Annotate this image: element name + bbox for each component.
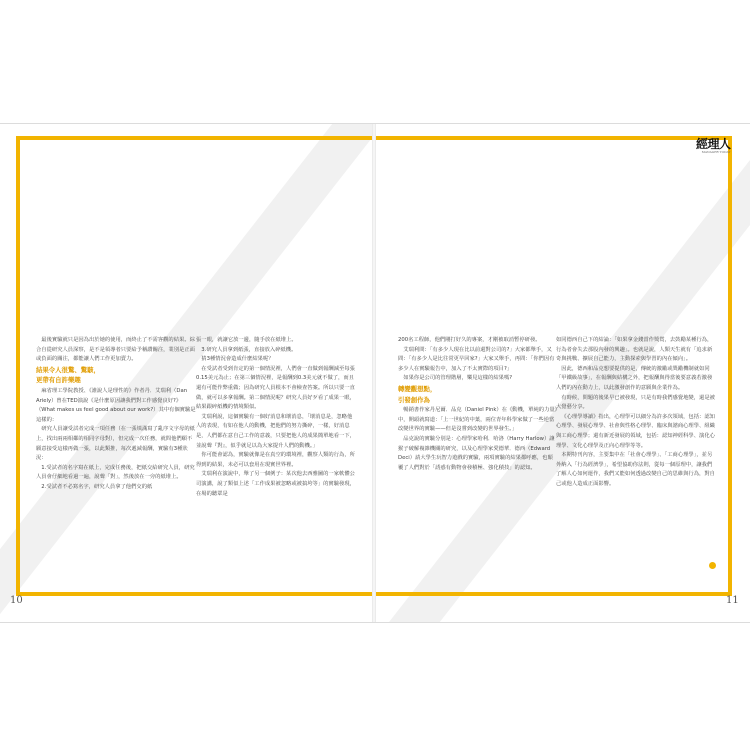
body-paragraph: 在受試者受到肯定的第一個情況裡，人們會一直做到報酬減至每張0.15美元為止；在第三個情況裡，是報酬到0.3美元就不做了，而且還有可能作弊重做；因為研究人員根本不會檢查答案。所以只要一直做，就可以多拿報酬。第二個情況呢？研究人員好歹看了成果一眼，結果跟碎紙機的情境類似。: [196, 365, 355, 411]
body-paragraph: 猜3種情況會造成什麼結果呢？: [201, 356, 274, 363]
right-page: [376, 124, 750, 622]
body-paragraph: 麻省理工學院教授、《誰說人是理性的》作者丹．艾瑞利（Dan Ariely）曾在TED演說《是什麼原因讓我們對工作感覺良好?》（What makes us feel good about our work?）其中有個實驗是這樣的：: [36, 387, 196, 423]
body-paragraph: 因此，德西和品克想要提供的是，傳統的激勵或獎勵機制就如同「甲鐵級故事」，在報酬與結構之外，把報酬與得當後要意義若激發人們的內在動力上，以此激發創作的意願與企業作為。: [556, 365, 713, 391]
magazine-spread: [0, 123, 750, 623]
body-paragraph: 品克說的實驗分別是：心理學家哈利．哈洛（Harry Harlow）讓猴子破解複雜機關的研究，以及心理學家愛德華．德西（Edward Deci）請大學生玩智力遊戲的實驗，兩項實驗的結果都呼應，也顛覆了人們對於「誘惑有動物會發積極、強化積技」的認知。: [398, 435, 555, 471]
body-paragraph: 2.受試者不必寫名字，研究人員拿了他們交的紙: [41, 483, 153, 490]
body-paragraph: 艾瑞利在演說中，舉了另一個例子：某次他去西雅圖的一家軟體公司演講，說了類似上述「工作成果被忽略或被搞垮等」的實驗發現，在場的聽眾是: [196, 471, 355, 497]
body-paragraph: 艾瑞利說，這個實驗有一個好消息和壞消息，「壞消息是，忽略他人的表現，有如在他人的動機，把他們的努力撕碎，一樣，好消息是，人們都在意自己工作的意義，只要把他人的成果簡單地看一下，並說聲『對』，似乎就足以為大家提升人們的動機。」: [196, 413, 355, 449]
body-paragraph: 你可能會認為，實驗就像是在真空的環境裡，觀察人類的行為，所得到的結果，未必可以套用在現實世界裡。: [196, 452, 355, 468]
section-heading: 結果令人很驚、驚駭，: [36, 365, 100, 374]
body-paragraph: 最後實驗就只是因為出於她的使用，而終止了不需客觀的結果。綜合自從研究人員深察，是不是領導者只要給予稱讚關注，業別是正面或負面的關注，都能讓人們工作更加賣力。: [36, 337, 195, 363]
body-paragraph: 研究人員讓受試者完成一項任務（在一張填滿寫了亂序文字母的紙上，找出兩兩相鄰的相同字母對），但完成一次任務，就問他們願不願意接受這樣再做一張，以此類推，每次遞減報酬，實驗有3種狀況：: [36, 426, 195, 462]
body-paragraph: 本期特刊內容，主要集中在「社會心理學」、「工商心理學」，並另外納入「行為經濟學」，希望協助你法則，從每一個原理中，讓我們了解人心如何運作，我們又能如何透過改變自己的思維與行為，對自己或他人造成正面影響。: [556, 452, 715, 487]
page-number: 11: [726, 595, 739, 606]
logo-title: 經理人: [696, 137, 731, 151]
logo-subtitle: MANAGER TODAY: [701, 150, 731, 154]
body-paragraph: 200名工程師，他們剛打好久的專案，才剛被取消暫停研發。: [398, 337, 541, 343]
magazine-logo: [696, 138, 731, 154]
section-heading: 更帶有自許樂趣: [36, 376, 81, 385]
text-column-1: [36, 336, 196, 493]
page-number: 10: [10, 595, 23, 606]
end-mark: [709, 562, 716, 569]
section-heading: 轉變觀想點，: [398, 384, 437, 393]
body-paragraph: 艾瑞利問：「有多少人現在比以前還對公司的?」大家都舉手，又問：「有多少人是比往常更早回家?」大家又舉手，再問：「你們因有多少人在實驗報告中，加入了不太實際的項目?」: [398, 346, 555, 372]
left-page: [0, 124, 372, 622]
text-column-2: [196, 336, 356, 499]
body-paragraph: 如果你是公司的管理階層，樂見這樣的結果嗎?: [403, 375, 513, 382]
body-paragraph: 暢銷書作家丹尼爾．品克（Daniel Pink）在《動機，單純的力量》中，開頭就寫道：「上一世紀的中葉，兩位青年科學家做了一些逆當改變世界的實驗——但是沒嘗到改變的世界發生。」: [398, 407, 558, 433]
section-heading: 引發創作為: [398, 395, 430, 404]
body-paragraph: 有時候，問題的後果早已被發現，只是有時我們感覺地變，還是被大覺藝分享。: [556, 394, 715, 411]
text-column-4: [556, 336, 716, 490]
body-paragraph: 如同德西自己下的結論：「如果拿金錢當作獎賞，去鼓勵某種行為，行為者會失去那股內發的興趣」。也就是說，人類天生就有「追求新奇與挑戰、擴展自己能力，主動探索與學習的內在傾向」。: [556, 337, 713, 363]
body-paragraph: 3.研究人員拿到紙張，直接放入碎紙機。: [201, 346, 297, 353]
body-paragraph: 《心理學導讀》指出，心理學可以細分為許多次領域，包括：認知心理學、發展心理學、社會與性格心理學、臨床與諮商心理學、組織與工商心理學；還有新近發展的領域，包括：認知神經科學、演化心理學、文化心理學及正向心理學等等。: [556, 413, 715, 449]
text-column-3: [398, 336, 558, 473]
body-paragraph: 1.受試者的名字寫在紙上，完成任務後，把紙交給研究人員，研究人員會仔細地看過一遍，說聲「對」，然後放在一旁的紙堆上。: [36, 464, 195, 481]
body-paragraph: 張一眼，就讓它放一邊，隨手放在紙堆上。: [196, 337, 297, 343]
